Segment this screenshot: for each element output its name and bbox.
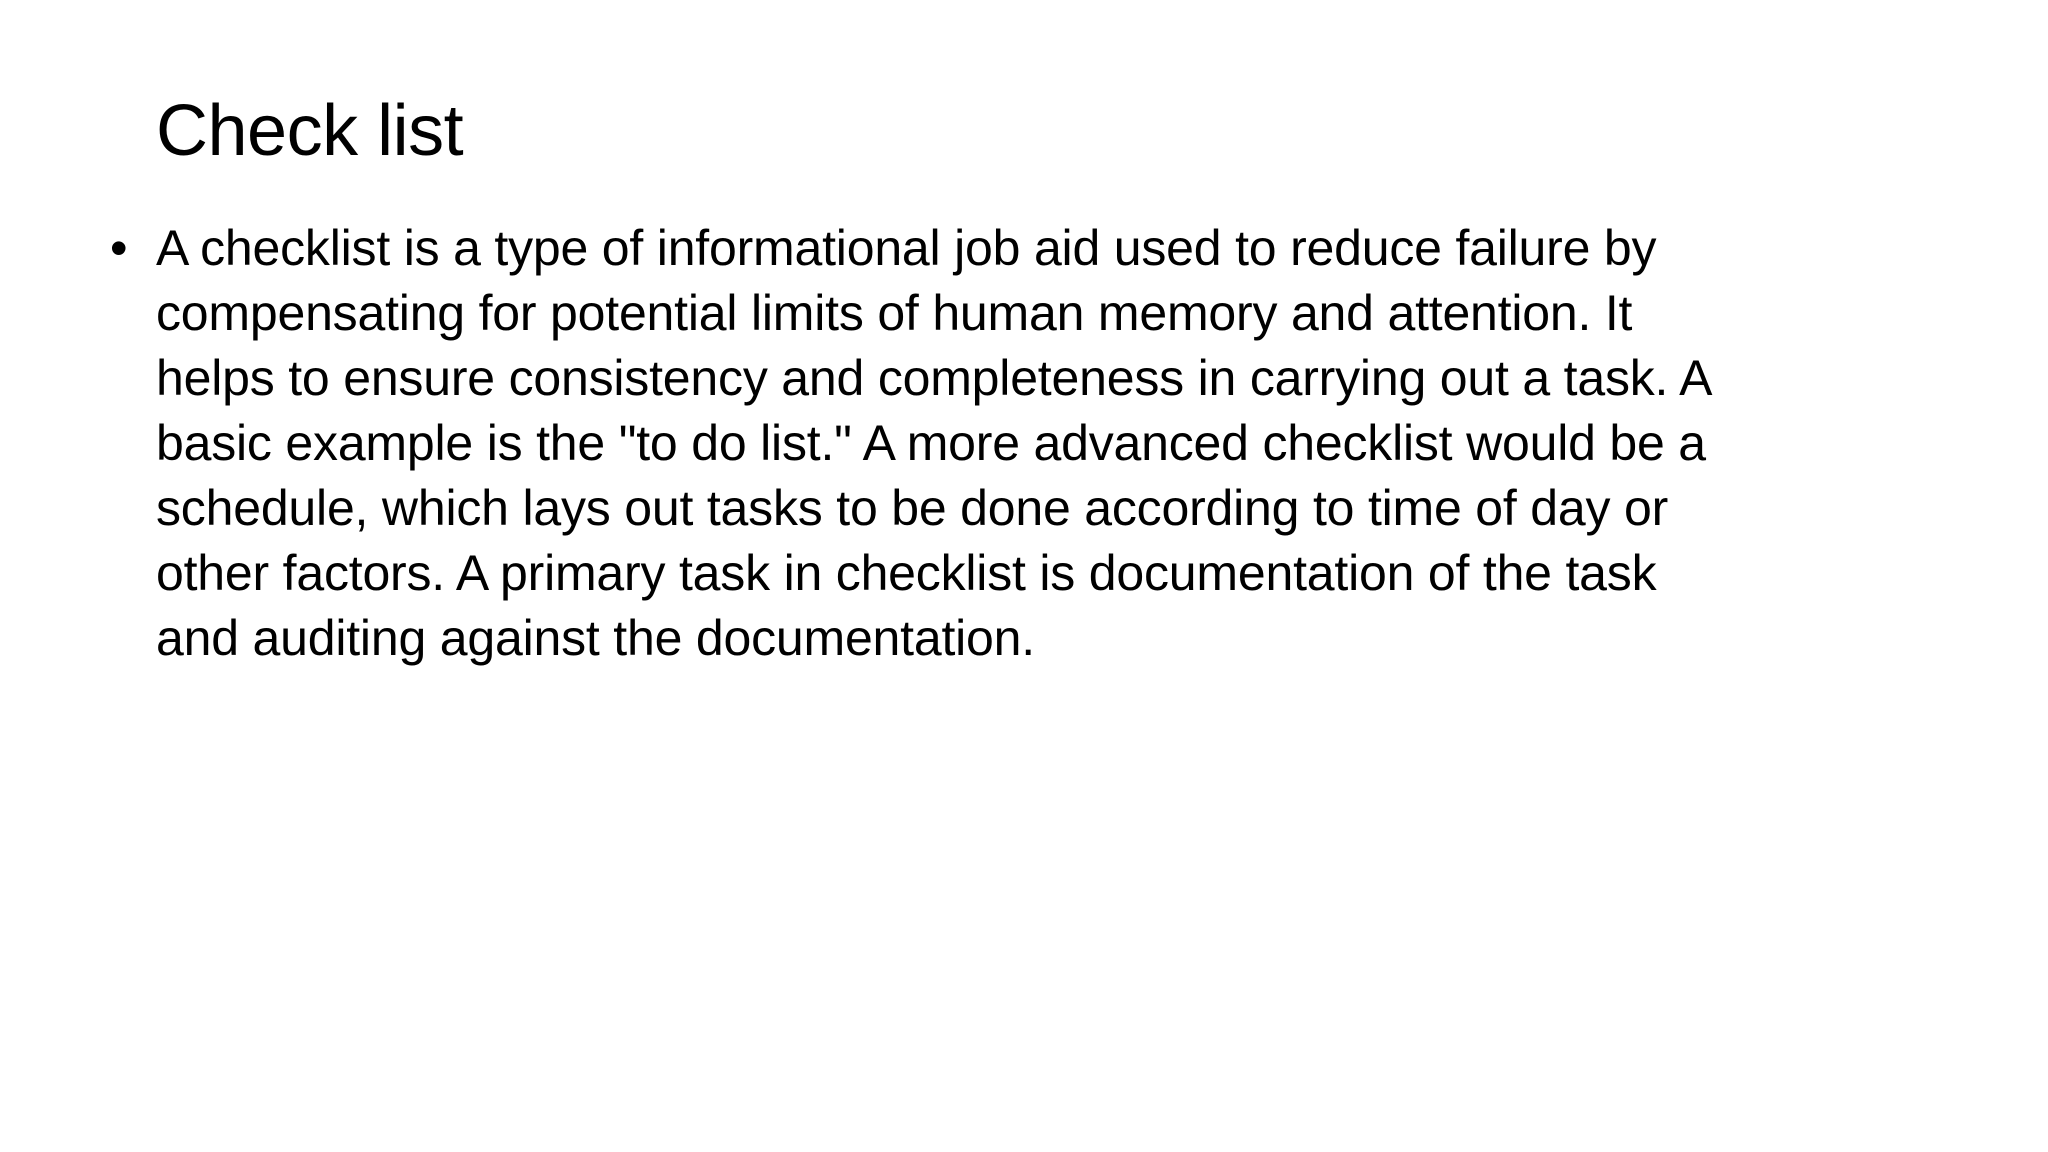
bullet-list xyxy=(110,216,1890,671)
bullet-icon: • xyxy=(110,220,128,276)
body-text-line: and auditing against the documentation. xyxy=(156,610,1035,666)
body-text-line: other factors. A primary task in checklist is documentation of the task xyxy=(156,545,1657,601)
bullet-item xyxy=(110,216,1892,671)
body-text-line: compensating for potential limits of human memory and attention. It xyxy=(156,285,1633,341)
body-text-line: helps to ensure consistency and completeness in carrying out a task. A xyxy=(156,350,1713,406)
slide-title: Check list xyxy=(156,91,464,171)
body-text-line: A checklist is a type of informational job aid used to reduce failure by xyxy=(156,220,1657,276)
body-text-line: basic example is the "to do list." A more advanced checklist would be a xyxy=(156,415,1706,471)
body-text-line: schedule, which lays out tasks to be done according to time of day or xyxy=(156,480,1669,536)
